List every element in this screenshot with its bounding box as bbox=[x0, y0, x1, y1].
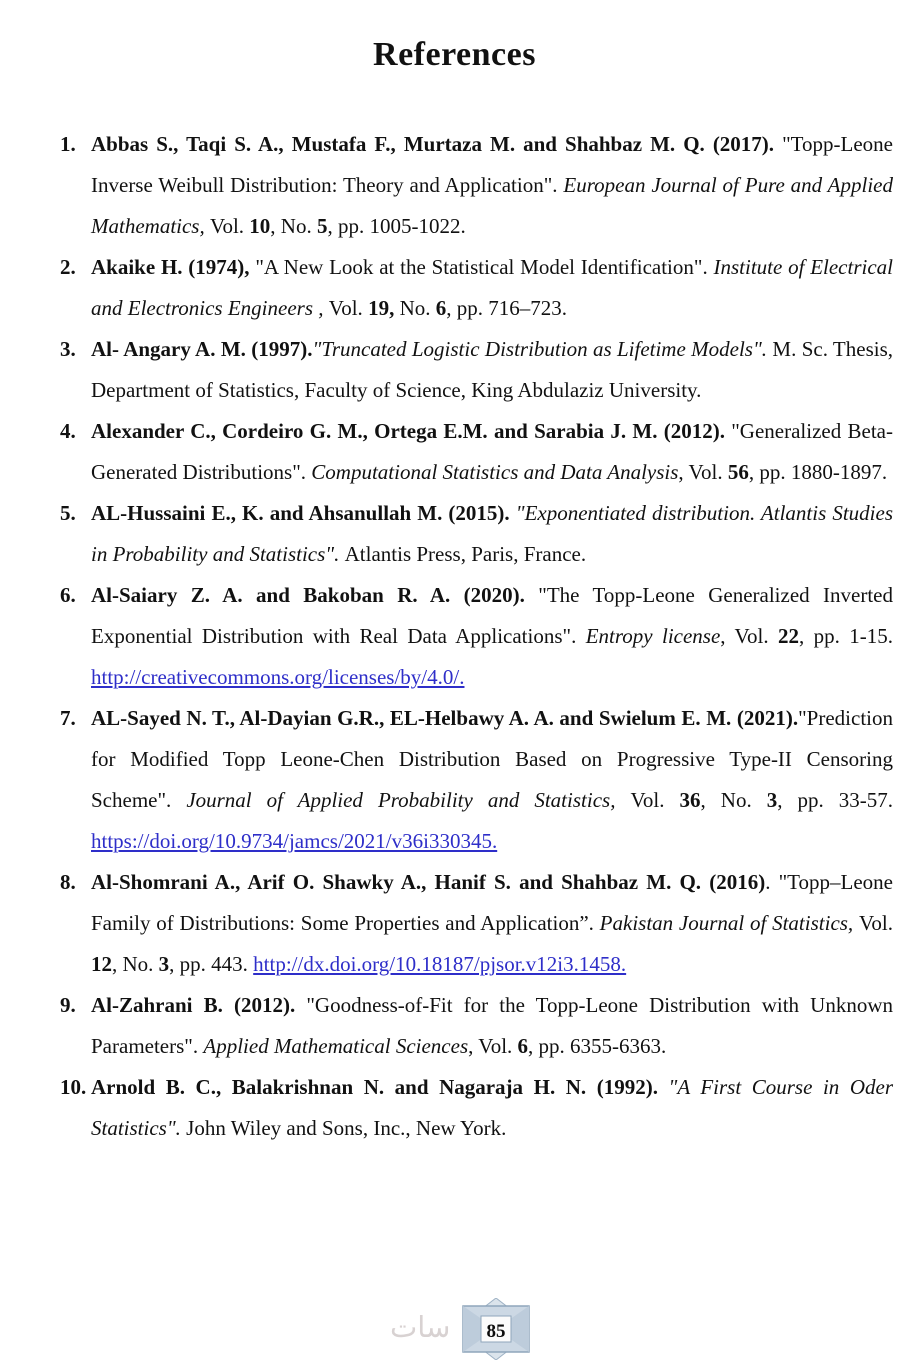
reference-text: , pp. 1-15. bbox=[798, 624, 893, 648]
reference-text: Atlantis Press, Paris, France. bbox=[344, 542, 587, 566]
reference-text: "Topp-Leone Inverse Weibull Distribution: Theory and Application". bbox=[91, 132, 893, 197]
reference-number: 1. bbox=[60, 132, 76, 156]
reference-number: 10. bbox=[60, 1075, 87, 1099]
reference-text: , No. bbox=[112, 952, 159, 976]
reference-text: 22 bbox=[777, 624, 799, 648]
reference-text: John Wiley and Sons, Inc., New York. bbox=[186, 1116, 507, 1140]
reference-link[interactable]: https://doi.org/10.9734/jamcs/2021/v36i330345. bbox=[91, 829, 498, 853]
page-title: References bbox=[373, 36, 536, 73]
reference-text: M. Sc. Thesis, Department of Statistics, Faculty of Science, King Abdulaziz University. bbox=[91, 337, 893, 402]
reference-text: AL-Sayed N. T., Al-Dayian G.R., EL-Helbawy A. A. and Swielum E. M. (2021). bbox=[91, 706, 799, 730]
reference-list bbox=[60, 124, 893, 1149]
reference-item bbox=[60, 1067, 893, 1149]
reference-text: "A First Course in Oder Statistics". bbox=[91, 1075, 893, 1140]
reference-number: 5. bbox=[60, 501, 76, 525]
reference-text: Vol. bbox=[858, 911, 893, 935]
reference-text: 36 bbox=[679, 788, 701, 812]
reference-link[interactable]: http://dx.doi.org/10.18187/pjsor.v12i3.1458. bbox=[253, 952, 627, 976]
reference-text: 6 bbox=[435, 296, 447, 320]
reference-text: , pp. 6355-6363. bbox=[528, 1034, 667, 1058]
reference-text: , Vol. bbox=[678, 460, 728, 484]
reference-item bbox=[60, 124, 893, 247]
reference-text: 6 bbox=[517, 1034, 529, 1058]
reference-item bbox=[60, 575, 893, 698]
reference-text: Computational Statistics and Data Analysis bbox=[311, 460, 679, 484]
reference-text: Akaike H. (1974), bbox=[91, 255, 256, 279]
reference-text: Al-Saiary Z. A. and Bakoban R. A. (2020). bbox=[91, 583, 539, 607]
reference-text: , pp. 716–723. bbox=[446, 296, 567, 320]
reference-text: Journal of Applied Probability and Statistics, bbox=[186, 788, 631, 812]
reference-text: Applied Mathematical Sciences bbox=[203, 1034, 469, 1058]
reference-number: 6. bbox=[60, 583, 76, 607]
reference-text: Pakistan Journal of Statistics, bbox=[599, 911, 859, 935]
reference-text: "Exponentiated distribution. Atlantis Studies in Probability and Statistics". bbox=[91, 501, 894, 566]
reference-text: Vol. bbox=[328, 296, 369, 320]
page-number-ornament bbox=[458, 1298, 534, 1360]
reference-text: 56 bbox=[727, 460, 749, 484]
reference-text: , No. bbox=[270, 214, 317, 238]
reference-text: "Generalized Beta-Generated Distributions". bbox=[91, 419, 893, 484]
reference-text: "Goodness-of-Fit for the Topp-Leone Distribution with Unknown Parameters". bbox=[91, 993, 893, 1058]
reference-text: Al-Shomrani A., Arif O. Shawky A., Hanif S. and Shahbaz M. Q. (2016) bbox=[91, 870, 766, 894]
reference-text: , Vol. bbox=[720, 624, 778, 648]
reference-text: 19, bbox=[368, 296, 395, 320]
reference-item bbox=[60, 247, 893, 329]
reference-link[interactable]: http://creativecommons.org/licenses/by/4.0/. bbox=[91, 665, 465, 689]
reference-text: , No. bbox=[700, 788, 767, 812]
reference-text: "Prediction for Modified Topp Leone-Chen Distribution Based on Progressive Type-II Censoring Scheme". bbox=[91, 706, 893, 812]
reference-text: Alexander C., Cordeiro G. M., Ortega E.M. and Sarabia J. M. (2012). bbox=[91, 419, 732, 443]
reference-item bbox=[60, 862, 893, 985]
reference-text: Vol. bbox=[209, 214, 250, 238]
reference-text: Al-Zahrani B. (2012). bbox=[91, 993, 307, 1017]
reference-text: . "Topp–Leone Family of Distributions: Some Properties and Application”. bbox=[91, 870, 894, 935]
reference-text: 12 bbox=[91, 952, 112, 976]
reference-text: , Vol. bbox=[468, 1034, 518, 1058]
reference-number: 2. bbox=[60, 255, 76, 279]
reference-item bbox=[60, 329, 893, 411]
reference-item bbox=[60, 698, 893, 862]
reference-text: 3 bbox=[766, 788, 778, 812]
page-footer bbox=[0, 1298, 921, 1369]
watermark-text: سات bbox=[390, 1310, 451, 1344]
reference-text: 10 bbox=[249, 214, 271, 238]
reference-text: Vol. bbox=[630, 788, 680, 812]
reference-text: Entropy license bbox=[585, 624, 721, 648]
reference-number: 8. bbox=[60, 870, 76, 894]
reference-number: 9. bbox=[60, 993, 76, 1017]
reference-text: No. bbox=[394, 296, 436, 320]
reference-item bbox=[60, 985, 893, 1067]
reference-text: Al- Angary A. M. (1997). bbox=[91, 337, 313, 361]
reference-text: AL-Hussaini E., K. and Ahsanullah M. (2015). bbox=[91, 501, 516, 525]
reference-text: European Journal of Pure and Applied Mathematics, bbox=[91, 173, 893, 238]
page-number: 85 bbox=[486, 1321, 506, 1342]
reference-text: 3 bbox=[158, 952, 170, 976]
reference-text: , pp. 1005-1022. bbox=[327, 214, 466, 238]
reference-text: Institute of Electrical and Electronics Engineers , bbox=[91, 255, 893, 320]
reference-text: 5 bbox=[316, 214, 328, 238]
reference-number: 3. bbox=[60, 337, 76, 361]
reference-number: 4. bbox=[60, 419, 76, 443]
reference-text: , pp. 33-57. bbox=[777, 788, 893, 812]
reference-text: "Truncated Logistic Distribution as Lifetime Models". bbox=[312, 337, 773, 361]
reference-item bbox=[60, 411, 893, 493]
reference-text: "A New Look at the Statistical Model Identification". bbox=[255, 255, 714, 279]
reference-text: Arnold B. C., Balakrishnan N. and Nagaraja H. N. (1992). bbox=[91, 1075, 669, 1099]
reference-text: , pp. 443. bbox=[169, 952, 254, 976]
reference-number: 7. bbox=[60, 706, 76, 730]
reference-text: Abbas S., Taqi S. A., Mustafa F., Murtaza M. and Shahbaz M. Q. (2017). bbox=[91, 132, 783, 156]
reference-text: , pp. 1880-1897. bbox=[748, 460, 888, 484]
reference-text: "The Topp-Leone Generalized Inverted Exponential Distribution with Real Data Applications". bbox=[91, 583, 894, 648]
reference-item bbox=[60, 493, 893, 575]
